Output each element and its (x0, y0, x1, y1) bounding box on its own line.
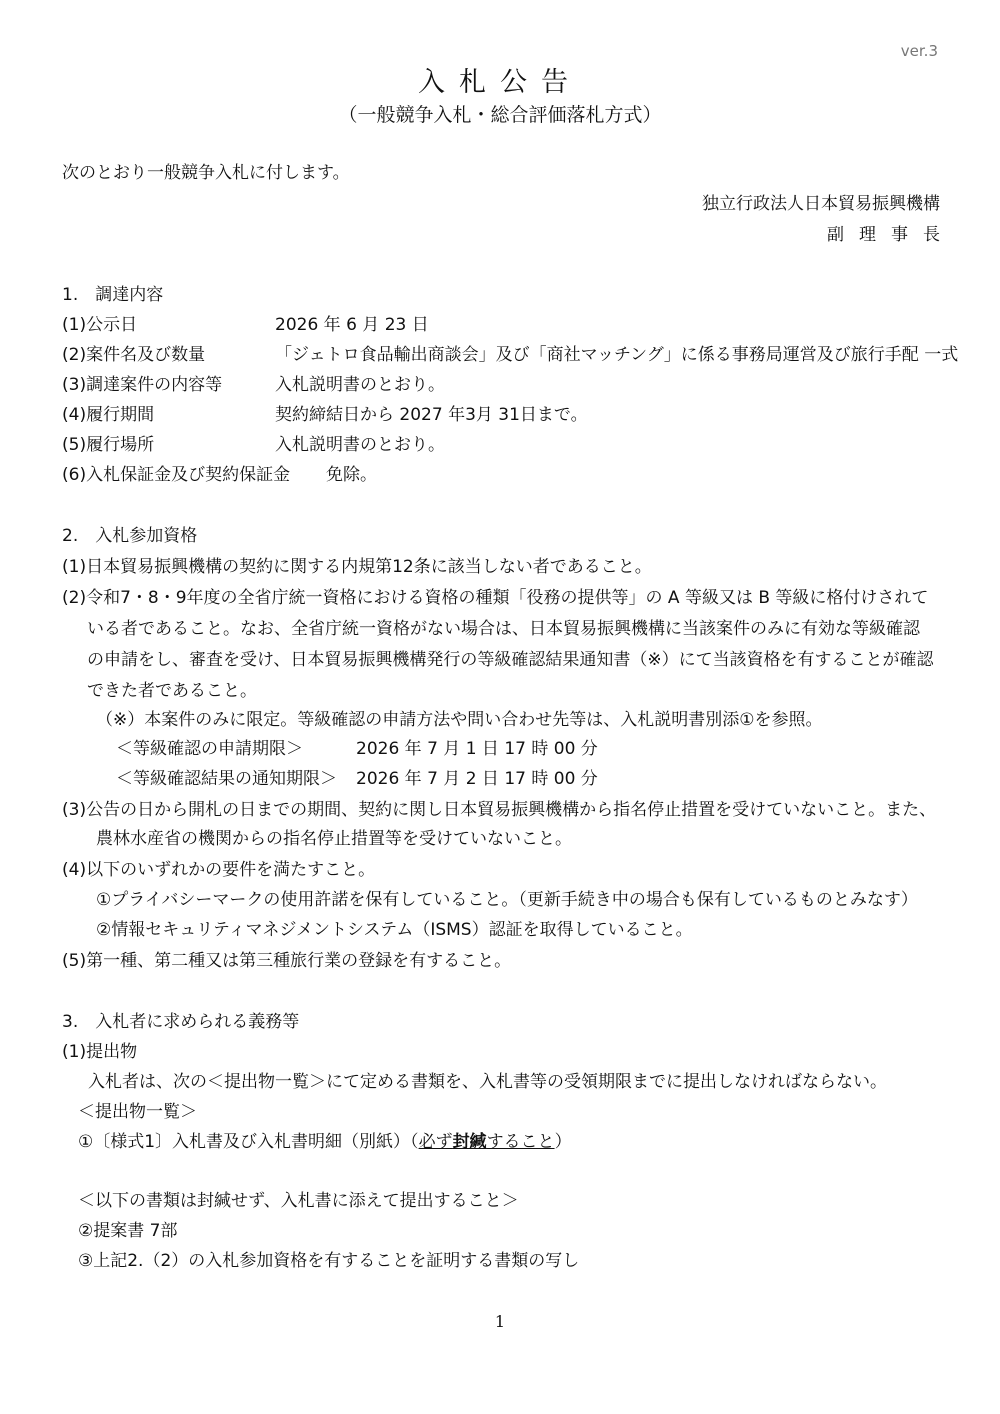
procurement-value: 入札説明書のとおり。 (275, 435, 445, 455)
submission-item-text: ①〔様式1〕入札書及び入札書明細（別紙）（ (78, 1132, 419, 1152)
intro-text: 次のとおり一般競争入札に付します。 (62, 163, 350, 183)
sealed-note-emphasis: 封緘 (452, 1132, 487, 1152)
eligibility-item-continued: できた者であること。 (87, 681, 257, 701)
procurement-label: (4)履行期間 (62, 405, 155, 425)
procurement-label: (2)案件名及び数量 (62, 345, 206, 365)
deadline-label: ＜等級確認の申請期限＞ (116, 739, 303, 759)
sealed-note-text: 必ず (418, 1132, 453, 1152)
section3-heading: 3. 入札者に求められる義務等 (62, 1012, 300, 1032)
section1-heading: 1. 調達内容 (62, 285, 164, 305)
issuer-position (827, 224, 955, 246)
eligibility-item: (4)以下のいずれかの要件を満たすこと。 (62, 860, 376, 880)
procurement-label: (6)入札保証金及び契約保証金 (62, 465, 291, 485)
eligibility-subitem: ②情報セキュリティマネジメントシステム（ISMS）認証を取得していること。 (96, 920, 693, 940)
sealed-note-underline (419, 1132, 555, 1152)
procurement-value: 「ジェトロ食品輸出商談会」及び「商社マッチング」に係る事務局運営及び旅行手配 一式 (275, 345, 959, 365)
procurement-value: 入札説明書のとおり。 (275, 375, 445, 395)
submission-item-text: ） (554, 1132, 572, 1152)
eligibility-item-continued: の申請をし、審査を受け、日本貿易振興機構発行の等級確認結果通知書（※）にて当該資格を有することが確認 (87, 650, 934, 670)
eligibility-item: (3)公告の日から開札の日までの期間、契約に関し日本貿易振興機構から指名停止措置を受けていないこと。また、 (62, 800, 937, 820)
issuer-organization: 独立行政法人日本貿易振興機構 (702, 194, 940, 214)
procurement-label: (5)履行場所 (62, 435, 155, 455)
procurement-label: (3)調達案件の内容等 (62, 375, 223, 395)
submission-instruction: 入札者は、次の＜提出物一覧＞にて定める書類を、入札書等の受領期限までに提出しなければならない。 (88, 1072, 887, 1092)
submission-item (78, 1131, 572, 1153)
eligibility-note: （※）本案件のみに限定。等級確認の申請方法や問い合わせ先等は、入札説明書別添①を参照。 (96, 710, 823, 730)
eligibility-item-continued: いる者であること。なお、全省庁統一資格がない場合は、日本貿易振興機構に当該案件のみに有効な等級確認 (87, 619, 920, 639)
submission-item: ③上記2.（2）の入札参加資格を有することを証明する書類の写し (78, 1251, 580, 1271)
deadline-value: 2026 年 7 月 2 日 17 時 00 分 (356, 769, 598, 789)
page-number: 1 (494, 1312, 506, 1331)
eligibility-item: (1)日本貿易振興機構の契約に関する内規第12条に該当しない者であること。 (62, 557, 652, 577)
procurement-value: 免除。 (326, 465, 377, 485)
submission-list-heading: ＜提出物一覧＞ (78, 1102, 197, 1122)
eligibility-item: (2)令和7・8・9年度の全省庁統一資格における資格の種類「役務の提供等」の A 等級又は B 等級に格付けされて (62, 588, 929, 608)
eligibility-item: (5)第一種、第二種又は第三種旅行業の登録を有すること。 (62, 951, 512, 971)
document-subtitle: （一般競争入札・総合評価落札方式） (338, 104, 662, 126)
deadline-label: ＜等級確認結果の通知期限＞ (116, 769, 337, 789)
deadline-value: 2026 年 7 月 1 日 17 時 00 分 (356, 739, 598, 759)
submission-item: ②提案書 7部 (78, 1221, 178, 1241)
eligibility-item-continued: 農林水産省の機関からの指名停止措置等を受けていないこと。 (96, 829, 572, 849)
unsealed-heading: ＜以下の書類は封緘せず、入札書に添えて提出すること＞ (78, 1191, 519, 1211)
document-title: 入札公告 (418, 67, 582, 98)
eligibility-subitem: ①プライバシーマークの使用許諾を保有していること。（更新手続き中の場合も保有しているものとみなす） (96, 890, 918, 910)
section2-heading: 2. 入札参加資格 (62, 526, 198, 546)
version-label: ver.3 (900, 42, 938, 60)
procurement-value: 契約締結日から 2027 年3月 31日まで。 (275, 405, 588, 425)
sealed-note-text: すること (486, 1132, 555, 1152)
procurement-value: 2026 年 6 月 23 日 (275, 315, 429, 335)
issuer-position-text: 副理事長 (827, 225, 955, 245)
procurement-label: (1)公示日 (62, 315, 138, 335)
submission-subheading: (1)提出物 (62, 1042, 138, 1062)
